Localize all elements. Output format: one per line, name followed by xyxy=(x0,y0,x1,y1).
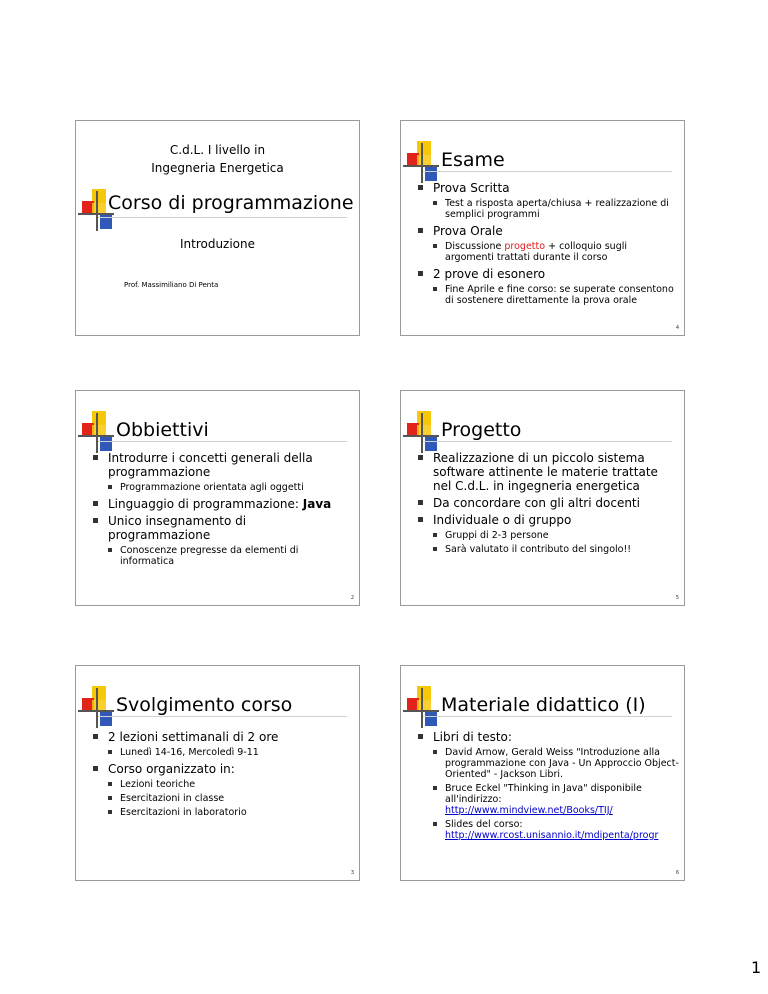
bullet-prova-scritta: Prova Scritta xyxy=(415,181,677,195)
bullet-corso-organizzato: Corso organizzato in: xyxy=(90,762,352,776)
slide-1 xyxy=(75,120,360,336)
sub-bullet: Fine Aprile e fine corso: se superate consentono di sostenere direttamente la prova orale xyxy=(415,284,677,306)
slide-heading-line1: C.d.L. I livello in xyxy=(169,143,266,157)
bullet-esonero: 2 prove di esonero xyxy=(415,267,677,281)
slide-heading-line2: Ingegneria Energetica xyxy=(151,161,284,175)
slide-logo-icon xyxy=(403,141,443,185)
slide-logo-icon xyxy=(403,686,443,730)
sub-bullet: Slides del corso: http://www.rcost.unisannio.it/mdipenta/progr xyxy=(415,819,681,841)
slide-title: Obbiettivi xyxy=(116,419,209,441)
sub-bullet: Conoscenze pregresse da elementi di informatica xyxy=(90,545,352,567)
slide-4 xyxy=(400,120,685,336)
sub-bullet: Esercitazioni in classe xyxy=(90,793,352,804)
slide-6 xyxy=(400,665,685,881)
sub-bullet: Sarà valutato il contributo del singolo!! xyxy=(415,544,677,555)
slide-logo-icon xyxy=(403,411,443,455)
slide-page-number: 6 xyxy=(675,870,679,876)
bullet-realizzazione: Realizzazione di un piccolo sistema software attinente le materie trattate nel C.d.L. in ingegneria energetica xyxy=(415,451,677,493)
bullet-prova-orale: Prova Orale xyxy=(415,224,677,238)
slide-2 xyxy=(75,390,360,606)
bullet-concordare: Da concordare con gli altri docenti xyxy=(415,496,677,510)
slide-subtitle: Introduzione xyxy=(179,237,256,251)
slide-page-number: 3 xyxy=(350,870,354,876)
course-slides-link[interactable]: http://www.rcost.unisannio.it/mdipenta/progr xyxy=(445,830,659,841)
sub-bullet: Gruppi di 2-3 persone xyxy=(415,530,677,541)
slide-title: Svolgimento corso xyxy=(116,694,293,716)
slide-page-number: 4 xyxy=(675,325,679,331)
slide-logo-icon xyxy=(78,411,118,455)
bullet-lezioni: 2 lezioni settimanali di 2 ore xyxy=(90,730,352,744)
sub-bullet: Programmazione orientata agli oggetti xyxy=(90,482,352,493)
bullet-unico: Unico insegnamento di programmazione xyxy=(90,514,352,542)
slide-3 xyxy=(75,665,360,881)
sub-bullet: Lezioni teoriche xyxy=(90,779,352,790)
slide-title: Progetto xyxy=(441,419,522,441)
slide-author: Prof. Massimiliano Di Penta xyxy=(124,281,219,289)
sub-bullet: Test a risposta aperta/chiusa + realizzazione di semplici programmi xyxy=(415,198,677,220)
slide-page-number: 2 xyxy=(350,595,354,601)
bullet-libri: Libri di testo: xyxy=(415,730,681,744)
sub-bullet: Bruce Eckel "Thinking in Java" disponibile all'indirizzo: http://www.mindview.net/Books/TIJ/ xyxy=(415,783,681,816)
sub-bullet: David Arnow, Gerald Weiss "Introduzione alla programmazione con Java - Un Approccio Object-Oriented" - Jackson Libri. xyxy=(415,747,681,780)
slide-page-number: 5 xyxy=(675,595,679,601)
thinking-in-java-link[interactable]: http://www.mindview.net/Books/TIJ/ xyxy=(445,805,613,816)
slide-title: Esame xyxy=(441,149,505,171)
sub-bullet: Esercitazioni in laboratorio xyxy=(90,807,352,818)
document-page-number: 1 xyxy=(751,958,762,977)
bullet-linguaggio: Linguaggio di programmazione: Java xyxy=(90,497,352,511)
slide-title: Corso di programmazione xyxy=(108,192,354,214)
slide-logo-icon xyxy=(78,686,118,730)
slide-5 xyxy=(400,390,685,606)
sub-bullet: Discussione progetto + colloquio sugli argomenti trattati durante il corso xyxy=(415,241,677,263)
bullet-individuale: Individuale o di gruppo xyxy=(415,513,677,527)
bullet-introdurre: Introdurre i concetti generali della programmazione xyxy=(90,451,352,479)
slide-title: Materiale didattico (I) xyxy=(441,694,646,716)
highlight-text: progetto xyxy=(504,241,546,252)
sub-bullet: Lunedì 14-16, Mercoledì 9-11 xyxy=(90,747,352,758)
